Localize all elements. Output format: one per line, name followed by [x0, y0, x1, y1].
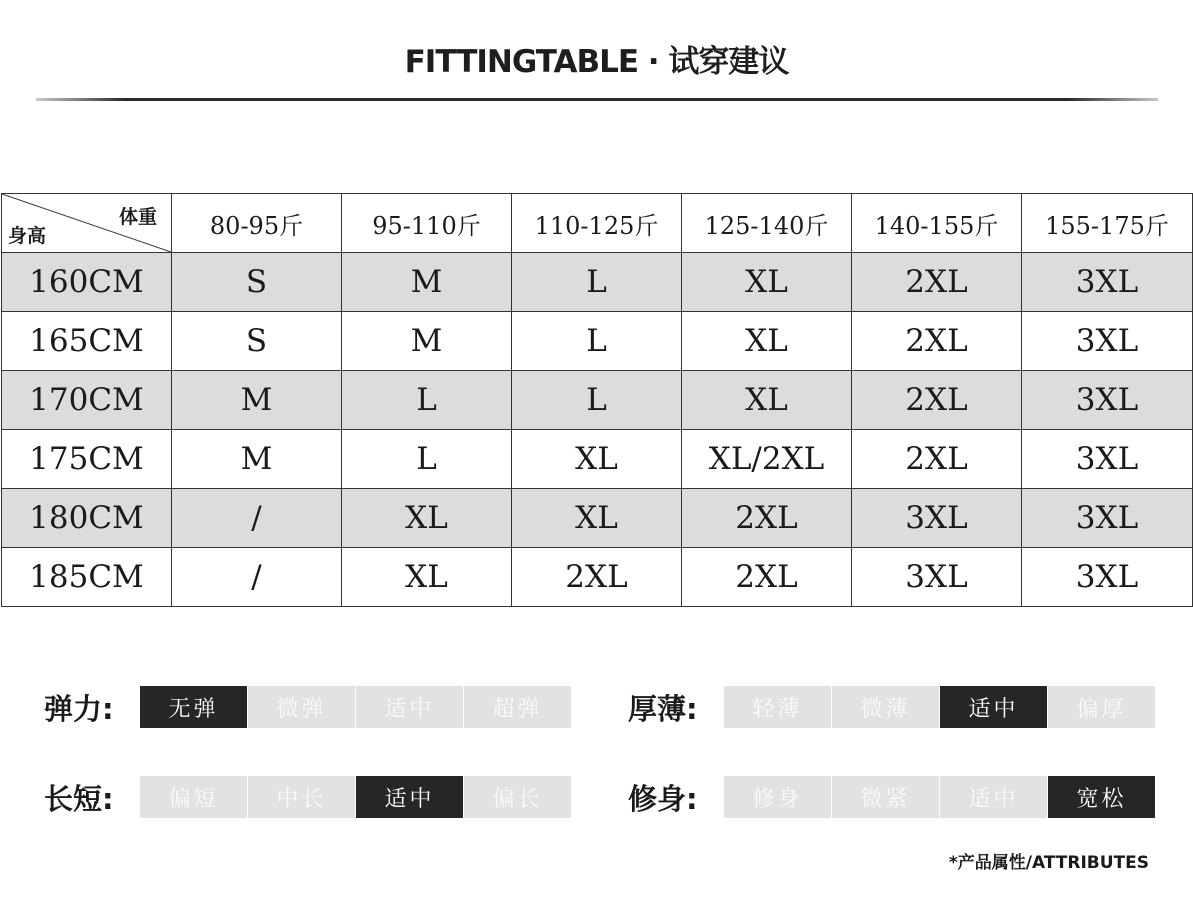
corner-cell	[2, 194, 172, 253]
table-row	[2, 253, 1193, 312]
size-cell: L	[342, 371, 512, 430]
size-cell: XL	[682, 371, 852, 430]
weight-header: 80-95斤	[172, 194, 342, 253]
attributes-footnote: *产品属性/ATTRIBUTES	[948, 853, 1149, 873]
option: 超弹	[464, 686, 571, 728]
size-cell: 3XL	[1022, 312, 1193, 371]
option: 修身	[724, 776, 831, 818]
size-cell: XL	[512, 430, 682, 489]
size-cell: XL/2XL	[682, 430, 852, 489]
table-row	[2, 371, 1193, 430]
size-cell: M	[172, 430, 342, 489]
option-selected: 适中	[356, 776, 463, 818]
option: 偏短	[140, 776, 247, 818]
size-cell: XL	[512, 489, 682, 548]
attribute-fit	[628, 776, 1156, 818]
weight-header: 125-140斤	[682, 194, 852, 253]
title-divider	[36, 98, 1158, 101]
table-row	[2, 430, 1193, 489]
weight-header: 95-110斤	[342, 194, 512, 253]
size-cell: 2XL	[852, 312, 1022, 371]
size-cell: XL	[342, 548, 512, 607]
attribute-label: 修身:	[628, 781, 698, 816]
option: 偏厚	[1048, 686, 1155, 728]
option-selected: 宽松	[1048, 776, 1155, 818]
size-cell: 3XL	[1022, 430, 1193, 489]
option: 中长	[248, 776, 355, 818]
option: 适中	[356, 686, 463, 728]
size-cell: L	[512, 312, 682, 371]
attribute-length	[44, 776, 572, 818]
height-cell: 175CM	[2, 430, 172, 489]
attribute-label: 弹力:	[44, 691, 114, 726]
size-cell: M	[172, 371, 342, 430]
size-cell: S	[172, 312, 342, 371]
weight-header: 155-175斤	[1022, 194, 1193, 253]
height-cell: 160CM	[2, 253, 172, 312]
attribute-elasticity	[44, 686, 572, 728]
option: 轻薄	[724, 686, 831, 728]
size-cell: /	[172, 489, 342, 548]
attribute-thickness	[628, 686, 1156, 728]
size-cell: 2XL	[682, 548, 852, 607]
page-title: FITTINGTABLE · 试穿建议	[404, 44, 789, 80]
size-cell: XL	[682, 253, 852, 312]
attribute-label: 长短:	[44, 781, 114, 816]
size-cell: 2XL	[512, 548, 682, 607]
attribute-label: 厚薄:	[628, 691, 698, 726]
height-corner-label: 身高	[8, 225, 47, 247]
weight-header: 140-155斤	[852, 194, 1022, 253]
height-cell: 185CM	[2, 548, 172, 607]
size-cell: S	[172, 253, 342, 312]
size-cell: XL	[682, 312, 852, 371]
table-row	[2, 548, 1193, 607]
size-cell: 3XL	[1022, 253, 1193, 312]
option-group	[724, 686, 1156, 728]
size-cell: M	[342, 312, 512, 371]
size-cell: 3XL	[852, 548, 1022, 607]
weight-corner-label: 体重	[118, 206, 157, 228]
size-table	[1, 193, 1193, 607]
option-selected: 无弹	[140, 686, 247, 728]
table-row	[2, 489, 1193, 548]
size-cell: 3XL	[1022, 489, 1193, 548]
option: 微薄	[832, 686, 939, 728]
size-cell: 3XL	[852, 489, 1022, 548]
option-group	[724, 776, 1156, 818]
size-cell: 3XL	[1022, 371, 1193, 430]
height-cell: 165CM	[2, 312, 172, 371]
option: 微紧	[832, 776, 939, 818]
size-cell: XL	[342, 489, 512, 548]
size-cell: 2XL	[852, 430, 1022, 489]
height-cell: 180CM	[2, 489, 172, 548]
size-cell: L	[342, 430, 512, 489]
option-selected: 适中	[940, 686, 1047, 728]
size-cell: L	[512, 253, 682, 312]
option: 偏长	[464, 776, 571, 818]
size-cell: /	[172, 548, 342, 607]
table-header-row	[2, 194, 1193, 253]
size-cell: 2XL	[682, 489, 852, 548]
option: 适中	[940, 776, 1047, 818]
option: 微弹	[248, 686, 355, 728]
height-cell: 170CM	[2, 371, 172, 430]
table-row	[2, 312, 1193, 371]
size-cell: 2XL	[852, 253, 1022, 312]
size-cell: L	[512, 371, 682, 430]
size-cell: 2XL	[852, 371, 1022, 430]
option-group	[140, 686, 572, 728]
weight-header: 110-125斤	[512, 194, 682, 253]
size-cell: 3XL	[1022, 548, 1193, 607]
size-cell: M	[342, 253, 512, 312]
option-group	[140, 776, 572, 818]
